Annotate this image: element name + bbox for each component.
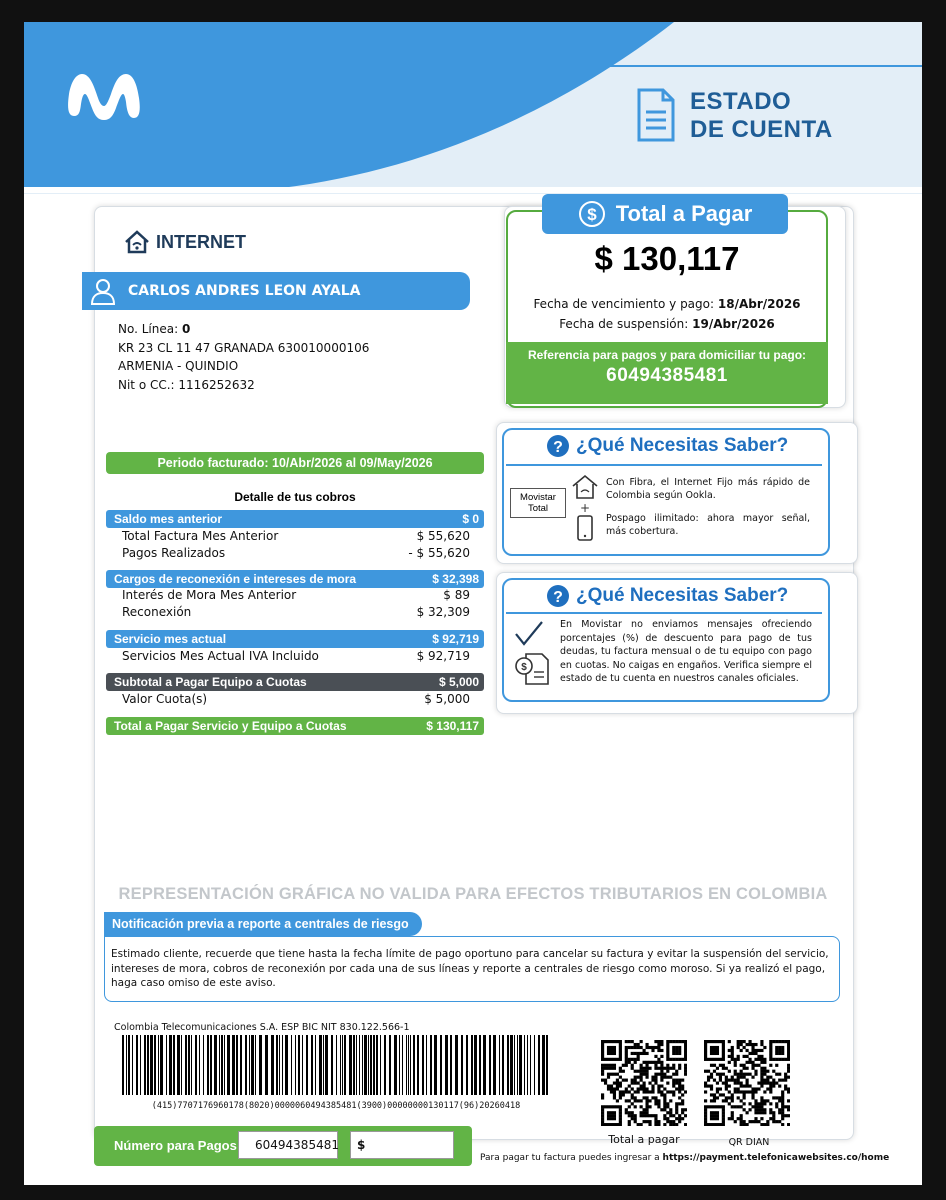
document-title	[690, 88, 833, 144]
total-label: Total a Pagar	[615, 201, 753, 226]
detail-row	[122, 604, 470, 621]
service-type	[124, 230, 246, 254]
payment-barcode	[122, 1035, 550, 1095]
section-saldo-anterior	[106, 510, 484, 528]
svg-text:$: $	[521, 662, 527, 673]
reference-label: Referencia para pagos y para domiciliar tu pago:	[527, 348, 807, 362]
notice-text: Estimado cliente, recuerde que tiene hasta la fecha límite de pago oportuno para cancelar su factura y evitar la suspensión del servicio, intereses de mora, cobros de reconexión por cada una de sus líneas y reporte a centrales de riesgo como moroso. Si ya realizó el pago, haga caso omiso de este aviso.	[104, 936, 840, 1002]
line-number-value: 0	[181, 322, 191, 336]
section-amount: $ 0	[462, 512, 479, 526]
section-equipo-cuotas	[106, 673, 484, 691]
section-amount: $ 32,398	[432, 572, 479, 586]
dollar-icon	[578, 200, 606, 228]
user-icon	[88, 277, 118, 305]
home-wifi-icon	[124, 230, 150, 254]
line-number-label: No. Línea:	[118, 322, 179, 336]
row-label: Servicios Mes Actual IVA Incluido	[122, 649, 319, 663]
section-amount: $ 5,000	[438, 675, 479, 689]
row-label: Valor Cuota(s)	[122, 692, 208, 706]
grand-total-amount: $ 130,117	[426, 719, 479, 733]
home-phone-icon	[570, 472, 600, 542]
question-icon	[546, 584, 570, 608]
payment-reference-bar	[506, 342, 828, 404]
payment-url[interactable]: https://payment.telefonicawebsites.co/home	[662, 1153, 890, 1163]
billing-period: Periodo facturado: 10/Abr/2026 al 09/May/2026	[106, 452, 484, 474]
detail-row	[122, 691, 470, 708]
grand-total-bar	[106, 717, 484, 735]
customer-address	[118, 320, 369, 394]
section-reconexion	[106, 570, 484, 588]
payment-url-line	[480, 1153, 889, 1163]
due-date-label: Fecha de vencimiento y pago:	[533, 297, 715, 311]
suspension-date-label: Fecha de suspensión:	[559, 317, 689, 331]
info-text-1b: Pospago ilimitado: ahora mayor señal, más cobertura.	[606, 513, 810, 537]
row-label: Total Factura Mes Anterior	[122, 529, 279, 543]
grand-total-label: Total a Pagar Servicio y Equipo a Cuotas	[114, 719, 347, 733]
company-info: Colombia Telecomunicaciones S.A. ESP BIC NIT 830.122.566-1	[114, 1022, 410, 1033]
due-dates	[506, 294, 828, 334]
customer-name-bar	[82, 272, 470, 310]
svg-text:+: +	[579, 501, 591, 515]
section-label: Servicio mes actual	[114, 632, 227, 646]
due-date-line	[506, 294, 828, 314]
info-text-1a: Con Fibra, el Internet Fijo más rápido de Colombia según Ookla.	[606, 477, 810, 501]
row-label: Reconexión	[122, 605, 192, 619]
row-label: Pagos Realizados	[122, 546, 226, 560]
row-amount: $ 5,000	[424, 692, 470, 706]
info-divider	[506, 612, 822, 614]
total-amount: $ 130,117	[594, 240, 740, 277]
row-amount: - $ 55,620	[408, 546, 470, 560]
detail-row	[122, 545, 470, 562]
barcode-text: (415)7707176960178(8020)0000060494385481(3900)00000000130117(96)20260418	[151, 1101, 521, 1111]
service-label: INTERNET	[156, 231, 246, 252]
qr-caption-total: Total a pagar	[608, 1133, 680, 1146]
row-amount: $ 92,719	[416, 649, 470, 663]
svg-text:$: $	[587, 205, 597, 224]
notice-title: Notificación previa a reporte a centrales de riesgo	[104, 912, 422, 936]
detail-row	[122, 528, 470, 545]
customer-name: CARLOS ANDRES LEON AYALA	[128, 283, 361, 299]
info-title-2	[546, 584, 788, 608]
question-icon	[546, 434, 570, 458]
payment-number-field: 60494385481	[238, 1131, 338, 1159]
detail-row	[122, 587, 470, 604]
info-title-text: ¿Qué Necesitas Saber?	[576, 435, 789, 456]
detail-row	[122, 648, 470, 665]
row-amount: $ 55,620	[416, 529, 470, 543]
section-label: Cargos de reconexión e intereses de mora	[114, 572, 357, 586]
statement-page	[24, 22, 922, 1185]
qr-code-total	[601, 1040, 687, 1126]
section-label: Subtotal a Pagar Equipo a Cuotas	[114, 675, 307, 689]
qr-caption-dian: QR DIAN	[728, 1137, 770, 1148]
row-label: Interés de Mora Mes Anterior	[122, 588, 297, 602]
city-line: ARMENIA - QUINDIO	[118, 359, 239, 373]
info-text-2: En Movistar no enviamos mensajes ofreciendo porcentajes (%) de descuento para pago de tus deudas, tu factura mensual o de tu equipo con pago en cuotas. No caigas en engaños. Verifica siempre el estado de tu cuenta en nuestros canales oficiales.	[560, 619, 812, 685]
document-title-line2: DE CUENTA	[690, 116, 833, 143]
check-invoice-icon	[512, 620, 552, 686]
movistar-logo	[64, 64, 144, 126]
line-number	[118, 320, 369, 339]
svg-text:?: ?	[553, 589, 563, 606]
section-servicio-actual	[106, 630, 484, 648]
row-amount: $ 89	[443, 588, 470, 602]
row-amount: $ 32,309	[416, 605, 470, 619]
detail-title: Detalle de tus cobros	[234, 490, 356, 504]
document-icon	[636, 88, 676, 142]
nit-line: Nit o CC.: 1116252632	[118, 377, 255, 392]
info-title-text: ¿Qué Necesitas Saber?	[576, 585, 789, 606]
svg-text:?: ?	[553, 439, 563, 456]
due-date-value: 18/Abr/2026	[717, 297, 801, 311]
suspension-date-line	[506, 314, 828, 334]
section-label: Saldo mes anterior	[114, 512, 223, 526]
reference-number: 60494385481	[606, 365, 728, 386]
document-title-line1: ESTADO	[690, 88, 792, 115]
info-divider	[506, 464, 822, 466]
info-title-1	[546, 434, 788, 458]
qr-code-dian	[704, 1040, 790, 1126]
payment-amount-field: $	[350, 1131, 454, 1159]
payment-url-prefix: Para pagar tu factura puedes ingresar a	[480, 1153, 660, 1163]
payment-number-label: Número para Pagos	[114, 1138, 237, 1153]
suspension-date-value: 19/Abr/2026	[692, 317, 775, 331]
section-amount: $ 92,719	[432, 632, 479, 646]
movistar-total-badge: Movistar Total	[510, 488, 566, 518]
total-label-bar	[542, 194, 788, 234]
tax-disclaimer: REPRESENTACIÓN GRÁFICA NO VALIDA PARA EFECTOS TRIBUTARIOS EN COLOMBIA	[118, 885, 828, 903]
address-line: KR 23 CL 11 47 GRANADA 630010000106	[118, 340, 370, 355]
